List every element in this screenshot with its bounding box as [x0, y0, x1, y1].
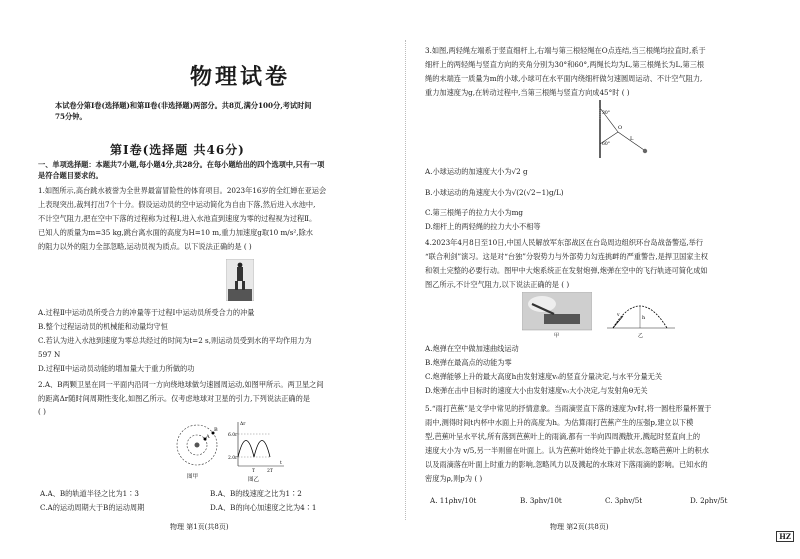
q1-line: 上表现突出,裁判打出7个十分。假设运动员的空中运动简化为自由下落,然后进入水池中,: [38, 200, 316, 209]
q3-option-c: C.第三根绳子的拉力大小为mg: [425, 208, 524, 217]
page-title: 物理试卷: [190, 65, 291, 90]
q2-option-d: D.A、B的向心加速度之比为4∶1: [210, 503, 317, 512]
q4-line: 图乙所示,不计空气阻力,以下说法正确的是 ( ): [425, 280, 570, 289]
q5-option-b: B. 3ρhv/10t: [520, 496, 562, 505]
q3-line: 绳的末端连一质量为m的小球,小球可在水平面内绕细杆做匀速圆周运动、不计空气阻力,: [425, 74, 703, 83]
q1-line: 不计空气阻力,把在空中下落的过程称为过程Ⅰ,进入水池直到速度为零的过程视为过程Ⅱ。: [38, 214, 317, 223]
q5-option-d: D. 2ρhv/5t: [690, 496, 728, 505]
q5-line: 雨中,测得时间t内杯中水面上升的高度为h。为估算雨打芭蕉产生的压强p,建立以下模: [425, 418, 694, 427]
svg-text:乙: 乙: [638, 333, 644, 338]
distance-time-graph: [228, 420, 286, 484]
section-title: 第Ⅰ卷(选择题 共46分): [110, 143, 245, 157]
q2-option-b: B.A、B的线速度之比为1∶2: [210, 489, 302, 498]
q2-line: 的距离Δr随时间周期性变化,如图乙所示。仅考虑地球对卫星的引力,下列说法正确的是: [38, 394, 310, 403]
svg-text:60°: 60°: [602, 142, 610, 147]
intro-line-2: 75分钟。: [55, 112, 87, 121]
svg-text:30°: 30°: [602, 111, 610, 116]
q1-option-c-cont: 597 N: [38, 350, 61, 359]
svg-text:O: O: [618, 125, 623, 131]
q4-option-c: C.炮弹能够上升的最大高度h由发射速度v₀的竖直分量决定,与水平分量无关: [425, 372, 663, 381]
svg-text:Δr: Δr: [240, 422, 246, 427]
q4-option-a: A.炮弹在空中做加速曲线运动: [425, 344, 519, 353]
q3-line: 3.如图,两轻绳左端系于竖直细杆上,右端与第三根轻绳在O点连结,当三根绳均拉直时,系于: [425, 46, 706, 55]
svg-text:6.0r: 6.0r: [228, 433, 238, 438]
intro-line-1: 本试卷分第Ⅰ卷(选择题)和第Ⅱ卷(非选择题)两部分。共8页,满分100分,考试时间: [55, 101, 312, 110]
q4-option-b: B.炮弹在最高点的动能为零: [425, 358, 512, 367]
single-choice-header-2: 是符合题目要求的。: [38, 171, 103, 180]
right-page: [410, 0, 795, 559]
rope-rod-diagram: [588, 100, 668, 160]
svg-text:甲: 甲: [554, 333, 560, 338]
fig-yi-caption: 图乙: [248, 477, 260, 483]
q5-line: 5.“雨打芭蕉”是文学中常见的抒情意象。当雨滴竖直下落的速度为v时,将一圆柱形量杯置于: [425, 404, 712, 413]
q1-option-c: C.若认为进入水池到速度为零总共经过的时间为t=2 s,则运动员受到水的平均作用力为: [38, 336, 312, 345]
q5-option-a: A. 11ρhv/10t: [430, 496, 477, 505]
q4-option-d: D.炮弹在击中目标时的速度大小由发射速度v₀大小决定,与发射角θ无关: [425, 386, 648, 395]
q1-option-d: D.过程Ⅱ中运动员动能的增加量大于重力所做的功: [38, 364, 195, 373]
svg-text:t: t: [280, 461, 282, 466]
single-choice-header-1: 一、单项选择题：本题共7小题,每小题4分,共28分。在每小题给出的四个选项中,只有一项: [38, 160, 325, 169]
page-footer-left: 物理 第1页(共8页): [170, 523, 229, 531]
orbit-diagram: [175, 418, 220, 484]
q1-line: 1.如图所示,高台跳水被誉为全世界最富冒险性的体育项目。2023年16岁的全红婵在亚运会: [38, 186, 327, 195]
fig-jia-caption: 图甲: [187, 474, 199, 480]
svg-text:L: L: [630, 136, 634, 142]
q2-option-c: C.A的运动周期大于B的运动周期: [40, 503, 145, 512]
corner-badge: HZ: [776, 531, 794, 542]
q1-option-a: A.过程Ⅱ中运动员所受合力的冲量等于过程Ⅰ中运动员所受合力的冲量: [38, 308, 255, 317]
q5-option-c: C. 3ρhv/5t: [605, 496, 643, 505]
q5-line: 以及雨滴落在叶面上时重力的影响,忽略风力以及溅起的水珠对下落雨滴的影响。已知水的: [425, 460, 708, 469]
svg-text:T: T: [252, 469, 256, 474]
svg-text:h: h: [642, 315, 646, 321]
sat-b-label: B: [214, 427, 218, 433]
svg-text:2T: 2T: [267, 469, 273, 474]
q4-line: “联合利剑”演习。这是对“台独”分裂势力与外部势力勾连挑衅的严重警告,是捍卫国家主权: [425, 252, 708, 261]
page-footer-right: 物理 第2页(共8页): [550, 523, 609, 531]
q5-line: 型,芭蕉叶呈水平状,所有落到芭蕉叶上的雨滴,都有一半向四周溅散开,溅起时竖直向上的: [425, 432, 701, 441]
q4-line: 和领土完整的必要行动。图甲中大炮系统正在发射炮弹,炮弹在空中的飞行轨迹可简化成如: [425, 266, 708, 275]
q1-line: 已知人的质量为m=35 kg,跳台离水面的高度为H=10 m,重力加速度g取10 m/s²,除水: [38, 228, 313, 237]
q3-option-a: A.小球运动的加速度大小为√2 g: [425, 167, 528, 176]
artillery-photo: [522, 292, 592, 338]
q1-line: 的阻力以外的阻力全部忽略,运动员视为质点。以下说法正确的是 ( ): [38, 242, 252, 251]
q2-option-a: A.A、B的轨道半径之比为1∶3: [40, 489, 139, 498]
diver-photo: [226, 259, 254, 301]
q3-option-b: B.小球运动的角速度大小为√(2(√2−1)g/L): [425, 188, 564, 197]
sat-a-label: A: [206, 434, 210, 440]
svg-text:v: v: [617, 313, 620, 318]
q5-line: 速度大小为 v/5,另一半则留在叶面上。认为芭蕉叶始终处于静止状态,忽略芭蕉叶上的积水: [425, 446, 709, 455]
q5-line: 密度为ρ,则p为 ( ): [425, 474, 483, 483]
q3-line: 细杆上的两轻绳与竖直方向的夹角分别为30°和60°,两绳长均为L,第三根绳长为L,第三根: [425, 60, 705, 69]
column-divider: [405, 40, 406, 520]
q2-line: ( ): [38, 407, 46, 416]
q3-line: 重力加速度为g,在转动过程中,当第三根绳与竖直方向成45°时 ( ): [425, 88, 630, 97]
q1-option-b: B.整个过程运动员的机械能和动量均守恒: [38, 322, 168, 331]
svg-text:2.0r: 2.0r: [228, 456, 238, 461]
q3-option-d: D.细杆上的两轻绳的拉力大小不相等: [425, 222, 541, 231]
q2-line: 2.A、B两颗卫星在同一平面内沿同一方向绕地球做匀速圆周运动,如图甲所示。两卫星之间: [38, 380, 324, 389]
q4-line: 4.2023年4月8日至10日,中国人民解放军东部战区在台岛周边组织环台岛战备警巡,举行: [425, 238, 704, 247]
trajectory-diagram: [605, 292, 677, 338]
